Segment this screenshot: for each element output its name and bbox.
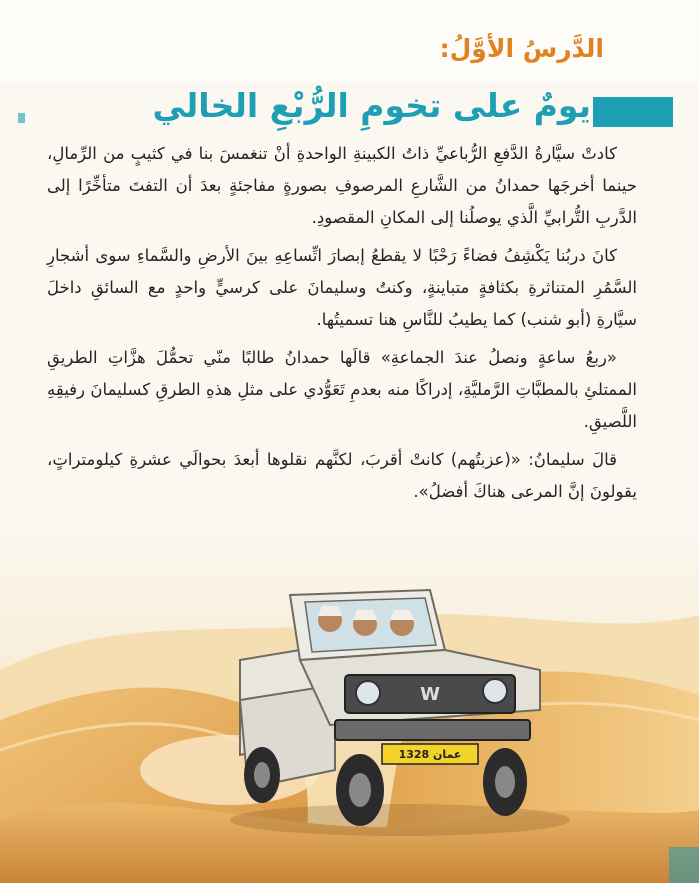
headlight-left [356,681,380,705]
paragraph-1: كادتْ سيَّارةُ الدَّفعِ الرُّباعيِّ ذاتُ الكبينةِ الواحدةِ أنْ تنغمسَ بنا في كثيبٍ من الرِّمالِ، حينما أخرجَها حمدانُ من الشَّارعِ المرصوفِ بصورةٍ مفاجئةٍ بعدَ أن التفتَ متأخِّرًا إلى الدَّربِ التُّرابيِّ الَّذي يوصلُنا إلى المكانِ المقصودِ. [47,144,637,227]
headlight-right [483,679,507,703]
truck-bumper [335,720,530,740]
paragraph-2: كانَ دربُنا يَكْشِفُ فضاءً رَحْبًا لا يقطعُ إبصارَ اتِّساعِهِ بينَ الأرضِ والسَّماءِ سوى أشجارِ السَّمُرِ المتناثرةِ بكثافةٍ متباينةٍ، وكنتُ وسليمانَ على كرسيٍّ واحدٍ مع السائقِ داخلَ سيَّارةِ (أبو شنب) كما يطيبُ للنَّاسِ هنا تسميتُها. [47,246,637,329]
desert-truck-illustration [0,520,699,883]
lesson-title: يومٌ على تخومِ الرُّبْعِ الخالي [152,86,591,125]
paragraph-4: قالَ سليمانُ: «(عزبتُهم) كانتْ أقربَ، لكنَّهم نقلوها أبعدَ بحوالَي عشرةِ كيلومتراتٍ، يقولونَ إنَّ المرعى هناكَ أفضلُ». [47,450,637,501]
paragraph-3: «ربعُ ساعةٍ ونصلُ عندَ الجماعةِ» قالَها حمدانُ طالبًا منّي تحمُّلَ هزَّاتِ الطريقِ الممتلئِ بالمطبَّاتِ الرَّمليَّةِ، إدراكًا منه بعدمِ تَعَوُّدي على مثلِ هذهِ الطرقِ كسليمانَ رفيقِهِ اللَّصيقِ. [47,348,637,431]
lesson-text [47,138,637,546]
title-accent-bar [593,97,673,127]
lesson-label: الدَّرسُ الأوَّلُ: [439,34,604,63]
license-plate-text: 1328 عمان [398,748,462,761]
truck-emblem-icon: W [420,684,440,705]
title-accent-mark [18,113,25,123]
page-corner-tab [669,847,699,883]
